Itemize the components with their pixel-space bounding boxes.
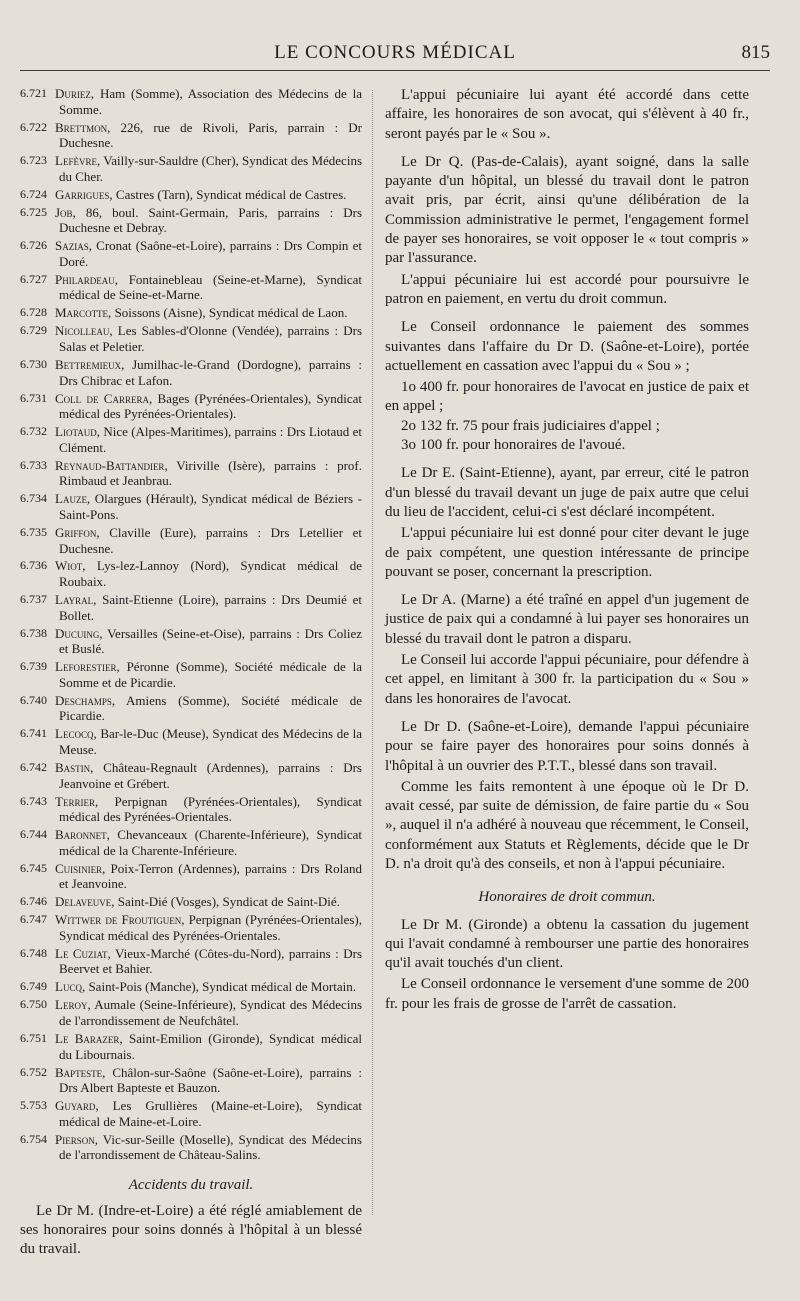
- entry-name: Ducuing,: [55, 625, 103, 641]
- paragraph: Le Dr E. (Saint-Etienne), ayant, par erreur, cité le patron d'un blessé du travail devant un juge de paix autre que celui du lieu de l'accident, celui-ci s'est déclaré incompétent.: [385, 465, 749, 520]
- entry-name: Terrier,: [55, 793, 99, 809]
- entry-body: [55, 1031, 362, 1062]
- entry-number: 6.747: [20, 912, 47, 927]
- entry-number: 6.737: [20, 592, 47, 607]
- entry-text: Castres (Tarn), Syndicat médical de Castres.: [112, 186, 347, 202]
- entry-name: Wiot,: [55, 558, 86, 574]
- entry-body: [55, 424, 362, 455]
- entry-text: Aumale (Seine-Inférieure), Syndicat des Médecins de l'arrondissement de Neufchâtel.: [59, 997, 362, 1028]
- entry-text: Vailly-sur-Sauldre (Cher), Syndicat des Médecins du Cher.: [59, 153, 362, 184]
- entry-body: [55, 1132, 362, 1163]
- entry-name: Pierson,: [55, 1131, 98, 1147]
- entry-name: Le Barazer,: [55, 1030, 123, 1046]
- entry-text: Vic-sur-Seille (Moselle), Syndicat des Médecins de l'arrondissement de Château-Salins.: [59, 1131, 362, 1163]
- entry-number: 6.743: [20, 793, 47, 808]
- entry-number: 6.751: [20, 1030, 47, 1045]
- entry-name: Le Cuziat,: [55, 945, 111, 961]
- entry-name: Brettmon,: [55, 119, 111, 135]
- entry-number: 6.726: [20, 238, 47, 253]
- entry-body: [55, 946, 362, 977]
- member-entry: [20, 305, 362, 321]
- paragraph: Le Conseil lui accorde l'appui pécuniaire, pour défendre à cet appel, en limitant à 300 fr. la participation du « Sou » dans les honoraires de l'avocat.: [385, 652, 749, 707]
- entry-body: [55, 894, 362, 910]
- entry-name: Cuisinier,: [55, 860, 106, 876]
- entry-number: 6.724: [20, 186, 47, 201]
- entry-number: 6.727: [20, 271, 47, 286]
- section-heading-accidents: Accidents du travail.: [128, 1176, 254, 1193]
- member-entry: [20, 912, 362, 943]
- entry-body: [55, 827, 362, 858]
- entry-body: [55, 187, 362, 203]
- payment-item: 3o 100 fr. pour honoraires de l'avoué.: [401, 437, 626, 454]
- entry-body: [55, 153, 362, 184]
- member-entry: [20, 153, 362, 184]
- entry-body: [55, 120, 362, 151]
- entry-body: [55, 525, 362, 556]
- page-number: 815: [741, 42, 770, 63]
- entry-body: [55, 86, 362, 117]
- entry-text: Versailles (Seine-et-Oise), parrains : Drs Coliez et Buslé.: [59, 625, 362, 657]
- entry-name: Deschamps,: [55, 692, 116, 708]
- entry-body: [55, 491, 362, 522]
- entry-name: Sazias,: [55, 238, 92, 254]
- entry-text: Saint-Etienne (Loire), parrains : Drs Deumié et Bollet.: [59, 592, 362, 623]
- entry-body: [55, 305, 362, 321]
- entry-text: Poix-Terron (Ardennes), parrains : Drs Roland et Jeanvoine.: [59, 860, 362, 892]
- member-entry: [20, 491, 362, 522]
- paragraph: Le Conseil ordonnance le versement d'une somme de 200 fr. pour les frais de grosse de l'arrêt de cassation.: [385, 976, 749, 1012]
- payment-item: 2o 132 fr. 75 pour frais judiciaires d'appel ;: [401, 417, 660, 434]
- entry-body: [55, 997, 362, 1028]
- member-entry: [20, 205, 362, 236]
- entry-text: Saint-Pois (Manche), Syndicat médical de Mortain.: [85, 979, 356, 995]
- entry-name: Guyard,: [55, 1098, 99, 1114]
- entry-text: Saint-Emilion (Gironde), Syndicat médical du Libournais.: [59, 1030, 362, 1062]
- entry-text: Château-Regnault (Ardennes), parrains : Drs Jeanvoine et Grébert.: [59, 759, 362, 791]
- entry-number: 6.732: [20, 424, 47, 439]
- entry-name: Bastin,: [55, 759, 94, 775]
- entry-body: [55, 205, 362, 236]
- entry-name: Bettremieux,: [55, 357, 125, 373]
- member-list: [20, 86, 362, 1163]
- entry-number: 6.749: [20, 979, 47, 994]
- paragraph: Le Dr D. (Saône-et-Loire), demande l'appui pécuniaire pour se faire payer des honoraires pour soins donnés à l'hôpital à un ouvrier des P.T.T., blessé dans son travail.: [385, 718, 749, 774]
- member-entry: [20, 187, 362, 203]
- entry-body: [55, 558, 362, 589]
- entry-number: 6.723: [20, 153, 47, 168]
- entry-name: Wittwer de Froutiguen,: [55, 912, 185, 928]
- entry-number: 6.744: [20, 827, 47, 842]
- entry-name: Coll de Carrera,: [55, 390, 153, 406]
- entry-number: 6.725: [20, 204, 47, 219]
- entry-text: Châlon-sur-Saône (Saône-et-Loire), parrains : Drs Albert Bapteste et Bauzon.: [59, 1064, 362, 1096]
- entry-number: 6.750: [20, 997, 47, 1012]
- entry-name: Nicolleau,: [55, 323, 113, 339]
- member-entry: [20, 120, 362, 151]
- entry-number: 6.754: [20, 1131, 47, 1146]
- entry-name: Philardeau,: [55, 271, 118, 287]
- entry-name: Lucq,: [55, 979, 86, 995]
- entry-text: Soissons (Aisne), Syndicat médical de Laon.: [111, 305, 348, 321]
- entry-name: Reynaud-Battandier,: [55, 457, 168, 473]
- entry-text: Les Grullières (Maine-et-Loire), Syndicat médical de Maine-et-Loire.: [59, 1098, 362, 1129]
- entry-number: 6.721: [20, 86, 47, 100]
- member-entry: [20, 693, 362, 724]
- member-entry: [20, 626, 362, 657]
- entry-body: [55, 357, 362, 388]
- paragraph: Comme les faits remontent à une époque où le Dr D. avait cessé, par suite de démission, de faire partie du « Sou », auquel il n'a adhéré à nouveau que récemment, le Conseil, conformément aux Statuts et Règlements, décide que le Dr D. n'a droit qu'à des conseils, et non à l'appui pécuniaire.: [385, 778, 749, 872]
- entry-number: 6.741: [20, 726, 47, 741]
- entry-number: 6.748: [20, 945, 47, 960]
- member-entry: [20, 525, 362, 556]
- member-entry: [20, 272, 362, 303]
- entry-number: 6.739: [20, 659, 47, 674]
- entry-body: [55, 760, 362, 791]
- entry-text: Perpignan (Pyrénées-Orientales), Syndicat médical des Pyrénées-Orientales.: [59, 912, 362, 943]
- entry-body: [55, 1098, 362, 1129]
- entry-body: [55, 238, 362, 269]
- entry-name: Baronnet,: [55, 827, 110, 843]
- entry-text: Chevanceaux (Charente-Inférieure), Syndicat médical de la Charente-Inférieure.: [59, 827, 362, 858]
- entry-name: Leroy,: [55, 997, 91, 1013]
- entry-number: 6.733: [20, 457, 47, 472]
- entry-text: Nice (Alpes-Maritimes), parrains : Drs Liotaud et Clément.: [59, 424, 362, 455]
- member-entry: [20, 458, 362, 489]
- member-entry: [20, 323, 362, 354]
- entry-text: Ham (Somme), Association des Médecins de la Somme.: [59, 86, 362, 117]
- member-entry: [20, 794, 362, 825]
- entry-name: Delaveuve,: [55, 894, 115, 910]
- entry-text: Claville (Eure), parrains : Drs Letellier et Duchesne.: [59, 524, 362, 556]
- payment-list: [385, 378, 749, 455]
- member-entry: [20, 1031, 362, 1062]
- entry-name: Garrigues,: [55, 186, 113, 202]
- entry-number: 6.736: [20, 558, 47, 573]
- member-entry: [20, 726, 362, 757]
- entry-body: [55, 458, 362, 489]
- paragraph: Le Dr A. (Marne) a été traîné en appel d'un jugement de justice de paix qui a condamné à lui payer ses honoraires un blessé du travail dont le patron a disparu.: [385, 592, 749, 647]
- entry-text: Bages (Pyrénées-Orientales), Syndicat médical des Pyrénées-Orientales).: [59, 390, 362, 422]
- entry-number: 6.746: [20, 894, 47, 909]
- entry-body: [55, 272, 362, 303]
- entry-number: 6.734: [20, 491, 47, 506]
- entry-number: 6.729: [20, 323, 47, 338]
- member-entry: [20, 1065, 362, 1096]
- entry-body: [55, 323, 362, 354]
- paragraph: Le Dr Q. (Pas-de-Calais), ayant soigné, dans la salle payante d'un hôpital, un blessé du travail dont le patron avait pris, par écrit, ainsi qu'une délibération de la Commission administrative le permet, l'engagement formel de payer ses honoraires, se voit opposer le « tout compris » par l'assurance.: [385, 153, 749, 267]
- entry-number: 6.738: [20, 625, 47, 640]
- entry-body: [55, 626, 362, 657]
- member-entry: [20, 894, 362, 910]
- entry-text: 86, boul. Saint-Germain, Paris, parrains : Drs Duchesne et Debray.: [59, 204, 362, 236]
- entry-text: Bar-le-Duc (Meuse), Syndicat des Médecins de la Meuse.: [59, 726, 362, 757]
- paragraph: L'appui pécuniaire lui est accordé pour poursuivre le patron en paiement, en vertu du droit commun.: [385, 271, 749, 307]
- entry-text: Saint-Dié (Vosges), Syndicat de Saint-Dié.: [114, 894, 340, 910]
- member-entry: [20, 238, 362, 269]
- entry-text: Lys-lez-Lannoy (Nord), Syndicat médical de Roubaix.: [59, 558, 362, 590]
- entry-name: Layral,: [55, 592, 97, 608]
- entry-name: Liotaud,: [55, 424, 100, 440]
- entry-number: 6.742: [20, 759, 47, 774]
- entry-text: Vieux-Marché (Côtes-du-Nord), parrains : Drs Beervet et Bahier.: [59, 945, 362, 977]
- entry-text: Viriville (Isère), parrains : prof. Rimbaud et Jeanbrau.: [59, 457, 362, 489]
- entry-body: [55, 861, 362, 892]
- entry-body: [55, 391, 362, 422]
- entry-name: Bapteste,: [55, 1064, 106, 1080]
- entry-text: 226, rue de Rivoli, Paris, parrain : Dr Duchesne.: [59, 119, 362, 151]
- member-entry: [20, 86, 362, 117]
- entry-text: Fontainebleau (Seine-et-Marne), Syndicat médical de Seine-et-Marne.: [59, 271, 362, 303]
- entry-body: [55, 979, 362, 995]
- member-entry: [20, 997, 362, 1028]
- entry-text: Les Sables-d'Olonne (Vendée), parrains : Drs Salas et Peletier.: [59, 323, 362, 355]
- entry-body: [55, 659, 362, 690]
- entry-text: Amiens (Somme), Société médicale de Picardie.: [59, 692, 362, 724]
- member-entry: [20, 592, 362, 623]
- entry-name: Duriez,: [55, 86, 95, 101]
- entry-number: 6.731: [20, 390, 47, 405]
- entry-number: 6.728: [20, 305, 47, 320]
- member-entry: [20, 558, 362, 589]
- entry-body: [55, 1065, 362, 1096]
- entry-text: Perpignan (Pyrénées-Orientales), Syndicat médical des Pyrénées-Orientales.: [59, 793, 362, 825]
- entry-number: 6.752: [20, 1064, 47, 1079]
- paragraph: L'appui pécuniaire lui ayant été accordé dans cette affaire, les honoraires de son avocat, qui s'élèvent à 40 fr., seront payés par le « Sou ».: [385, 87, 749, 142]
- column-divider: [372, 90, 373, 1215]
- member-entry: [20, 1098, 362, 1129]
- right-column: [385, 86, 749, 1023]
- left-column: [20, 86, 362, 1259]
- paragraph: Le Conseil ordonnance le paiement des sommes suivantes dans l'affaire du Dr D. (Saône-et-Loire), portée actuellement en cassation avec l'appui du « Sou » ;: [385, 319, 749, 374]
- entry-text: Péronne (Somme), Société médicale de la Somme et de Picardie.: [59, 659, 362, 690]
- entry-body: [55, 592, 362, 623]
- entry-number: 6.745: [20, 860, 47, 875]
- entry-text: Olargues (Hérault), Syndicat médical de Béziers -Saint-Pons.: [59, 491, 362, 522]
- entry-name: Lefèvre,: [55, 153, 101, 169]
- member-entry: [20, 946, 362, 977]
- member-entry: [20, 827, 362, 858]
- entry-body: [55, 794, 362, 825]
- entry-body: [55, 726, 362, 757]
- page-header: [20, 40, 770, 71]
- entry-body: [55, 912, 362, 943]
- paragraph: Le Dr M. (Indre-et-Loire) a été réglé amiablement de ses honoraires pour soins donnés à l'hôpital à un blessé du travail.: [20, 1202, 362, 1257]
- member-entry: [20, 424, 362, 455]
- entry-number: 6.722: [20, 119, 47, 134]
- member-entry: [20, 1132, 362, 1163]
- paragraph: L'appui pécuniaire lui est donné pour citer devant le juge de paix compétent, une question intéressante de principe pouvant se poser, concernant la prescription.: [385, 525, 749, 580]
- journal-title: LE CONCOURS MÉDICAL: [274, 42, 516, 63]
- entry-name: Lecocq,: [55, 726, 97, 742]
- entry-name: Job,: [55, 204, 76, 220]
- member-entry: [20, 659, 362, 690]
- member-entry: [20, 760, 362, 791]
- entry-name: Marcotte,: [55, 305, 112, 321]
- member-entry: [20, 979, 362, 995]
- paragraph: Le Dr M. (Gironde) a obtenu la cassation du jugement qui l'avait condamné à rembourser une partie des honoraires qu'il avait touchés d'un client.: [385, 916, 749, 972]
- entry-text: Jumilhac-le-Grand (Dordogne), parrains : Drs Chibrac et Lafon.: [59, 357, 362, 388]
- member-entry: [20, 391, 362, 422]
- entry-name: Griffon,: [55, 524, 100, 540]
- entry-text: Cronat (Saône-et-Loire), parrains : Drs Compin et Doré.: [59, 238, 362, 269]
- member-entry: [20, 861, 362, 892]
- member-entry: [20, 357, 362, 388]
- entry-name: Lauze,: [55, 491, 91, 507]
- entry-number: 6.740: [20, 692, 47, 707]
- entry-number: 6.730: [20, 357, 47, 372]
- section-heading-droit-commun: Honoraires de droit commun.: [478, 889, 656, 906]
- entry-body: [55, 693, 362, 724]
- entry-number: 5.753: [20, 1098, 47, 1113]
- entry-number: 6.735: [20, 524, 47, 539]
- payment-item: 1o 400 fr. pour honoraires de l'avocat en justice de paix et en appel ;: [385, 379, 749, 415]
- entry-name: Leforestier,: [55, 659, 120, 675]
